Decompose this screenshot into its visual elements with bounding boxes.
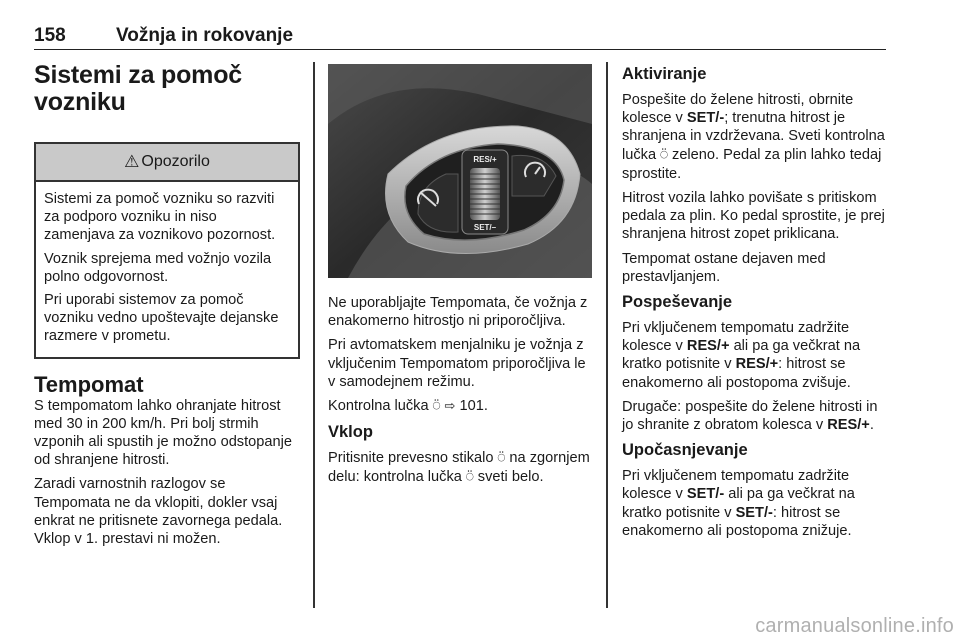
column-divider (606, 62, 608, 608)
paragraph: Pri vključenem tempomatu zadržite kolesce v SET/- ali pa ga večkrat na kratko potisnite v SET/-: hitrost se enakomerno ali postopoma znižuje. (622, 468, 855, 539)
column-left (34, 62, 300, 554)
paragraph: Pospešite do želene hitrosti, obrnite kolesce v SET/-; trenutna hitrost je shranjena in vzdrževana. Sveti kontrolna lučka ⍥ zeleno. Pedal za plin lahko tedaj sprostite. (622, 92, 885, 182)
paragraph: Kontrolna lučka ⍥ ⇨ 101. (328, 398, 488, 415)
warning-body (36, 182, 298, 357)
subsection-title: Tempomat (34, 371, 144, 397)
set-label: SET/– (473, 223, 497, 232)
page-header (34, 22, 886, 50)
steering-wheel-controls-illustration (328, 64, 592, 278)
paragraph: Ne uporabljajte Tempomata, če vožnja z enakomerno hitrostjo ni priporočljiva. (328, 295, 588, 330)
column-right (622, 64, 888, 546)
warning-label: Opozorilo (141, 153, 210, 170)
upocasnjevanje-heading: Upočasnjevanje (622, 441, 748, 460)
warning-paragraph: Pri uporabi sistemov za pomoč vozniku vedno upoštevajte dejanske razmere v prometu. (44, 292, 279, 345)
cruise-control-icon: ⍥ (497, 451, 506, 467)
warning-paragraph: Sistemi za pomoč vozniku so razviti za podporo vozniku in niso zamenjava za voznikovo pozornost. (44, 191, 276, 244)
steering-wheel-figure (328, 64, 592, 278)
page-reference-icon[interactable]: ⇨ (444, 399, 456, 415)
column-middle (328, 64, 592, 494)
cruise-control-icon: ⍥ (660, 147, 668, 163)
paragraph: Zaradi varnostnih razlogov se Tempomata ne da vklopiti, dokler vsaj enkrat ne pritisnete zavornega pedala. Vklop v 1. prestavi ni možen. (34, 476, 283, 548)
watermark: carmanualsonline.info (755, 615, 954, 637)
chapter-title: Vožnja in rokovanje (116, 25, 294, 46)
column-divider (313, 62, 315, 608)
paragraph: Hitrost vozila lahko povišate s pritiskom pedala za plin. Ko pedal sprostite, je prej shranjena hitrost zopet priklicana. (622, 190, 885, 243)
paragraph: Drugače: pospešite do želene hitrosti in jo shranite z obratom kolesca v RES/+. (622, 398, 878, 434)
paragraph: Tempomat ostane dejaven med prestavljanjem. (622, 250, 826, 285)
paragraph: Pri vključenem tempomatu zadržite kolesce v RES/+ ali pa ga večkrat na kratko potisnite v RES/+: hitrost se enakomerno ali postopoma zvišuje. (622, 320, 861, 391)
aktiviranje-heading: Aktiviranje (622, 65, 707, 83)
paragraph: S tempomatom lahko ohranjate hitrost med 30 in 200 km/h. Pri bolj strmih vzponih ali spustih je možno odstopanje od shranjene hitrosti. (34, 397, 292, 469)
cruise-control-icon: ⍥ (465, 470, 474, 486)
cruise-control-icon: ⍥ (432, 399, 441, 415)
paragraph: Pritisnite prevesno stikalo ⍥ na zgornjem delu: kontrolna lučka ⍥ sveti belo. (328, 450, 590, 486)
warning-triangle-icon: ⚠ (124, 152, 140, 171)
pospesevanje-heading: Pospeševanje (622, 293, 733, 312)
page-number: 158 (34, 25, 66, 46)
res-label: RES/+ (473, 155, 497, 164)
warning-paragraph: Voznik sprejema med vožnjo vozila polno odgovornost. (44, 250, 272, 285)
page-reference-number[interactable]: 101. (459, 398, 488, 415)
warning-header (36, 144, 298, 182)
warning-box (34, 142, 300, 359)
section-title: Sistemi za pomoč vozniku (34, 61, 242, 116)
vklop-heading: Vklop (328, 423, 373, 442)
paragraph: Pri avtomatskem menjalniku je vožnja z vključenim Tempomatom priporočljiva le v samodejnem režimu. (328, 337, 586, 390)
